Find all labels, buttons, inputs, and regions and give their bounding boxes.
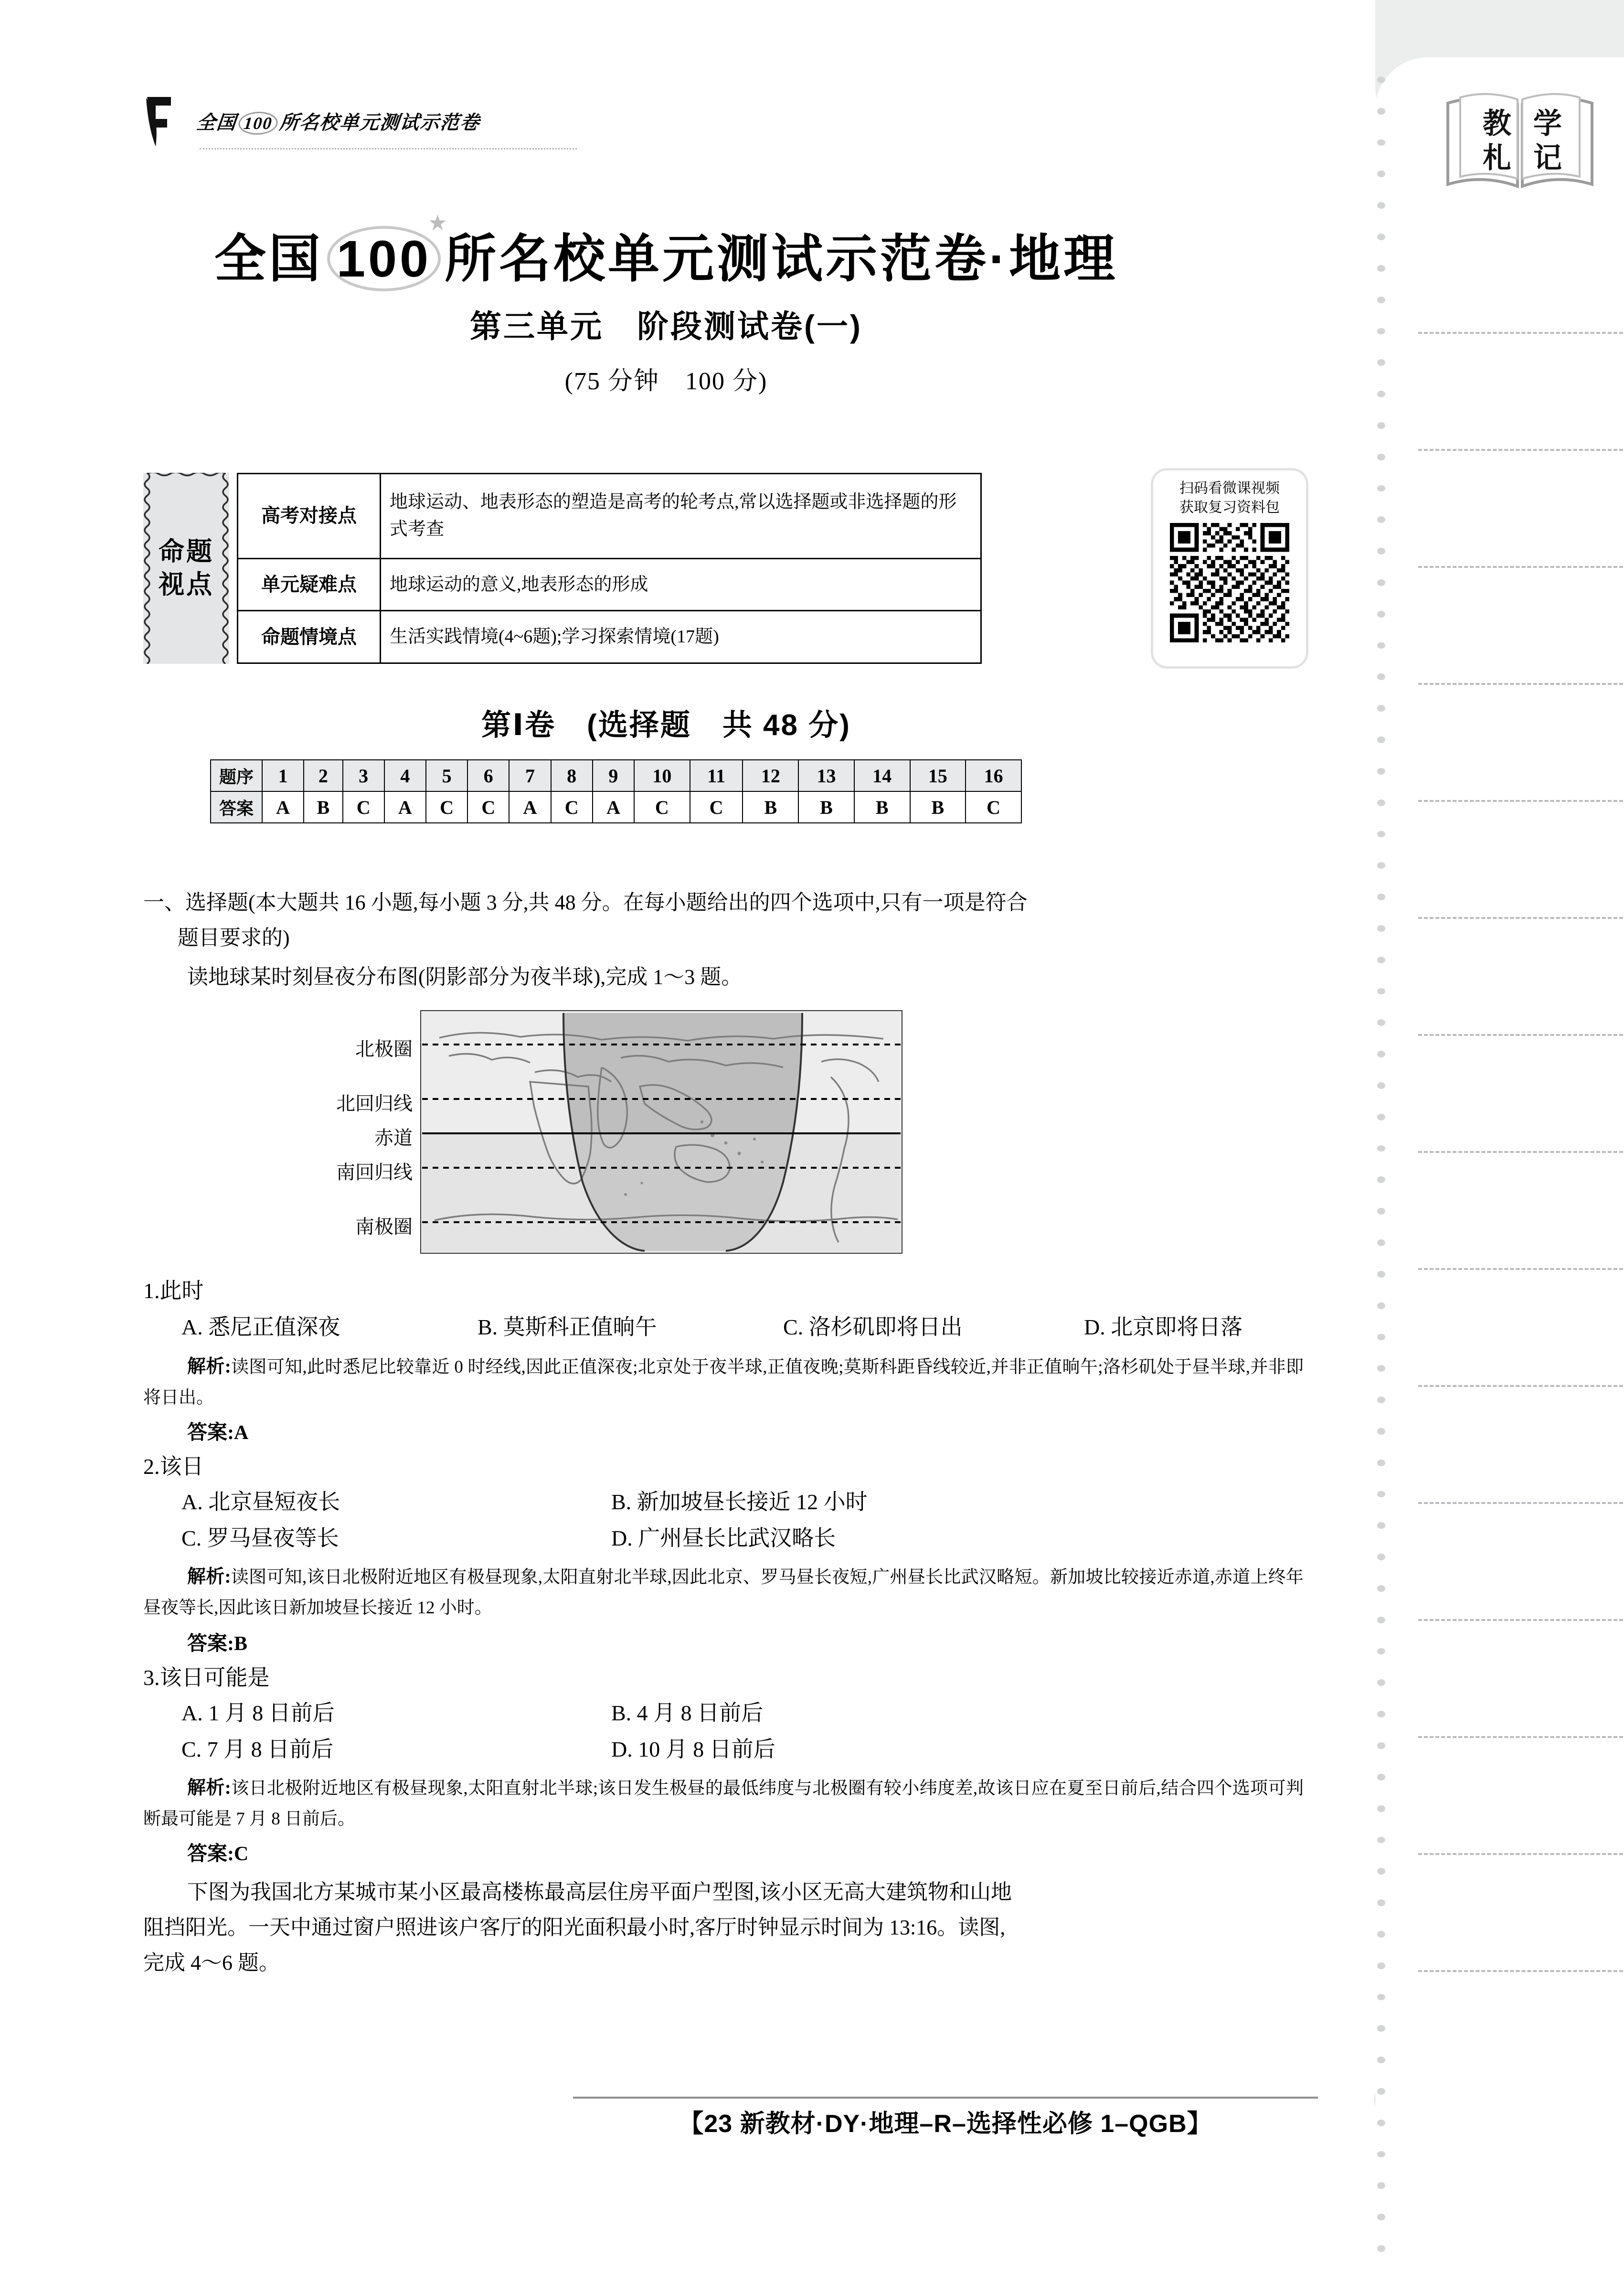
masthead-prefix: 全国 <box>195 112 238 133</box>
masthead <box>143 98 573 150</box>
table-cell: A <box>262 791 304 823</box>
table-cell: 12 <box>743 760 798 791</box>
table-cell: 5 <box>426 760 467 791</box>
figure-label-tropic-of-cancer: 北回归线 <box>336 1093 413 1114</box>
table-cell: A <box>384 791 426 823</box>
qr-caption-line1: 扫码看微课视频 <box>1179 480 1280 496</box>
table-cell: A <box>509 791 551 823</box>
answer-value: B <box>234 1633 248 1655</box>
viewpoint-row-key: 单元疑难点 <box>238 558 381 611</box>
lead-in-text: 读地球某时刻昼夜分布图(阴影部分为夜半球),完成 1～3 题。 <box>187 965 743 989</box>
table-cell: C <box>966 791 1021 823</box>
viewpoint-tab-text <box>159 535 214 601</box>
table-cell: 10 <box>634 760 690 791</box>
star-icon: ★ <box>427 210 451 235</box>
note-rule <box>1418 1853 1624 1855</box>
page-title-suffix: 所名校单元测试示范卷·地理 <box>445 230 1118 288</box>
question-2-text: 该日 <box>159 1454 204 1479</box>
note-rule <box>1418 1268 1624 1270</box>
section-heading-line2: 题目要求的) <box>178 926 290 949</box>
answer-value: C <box>234 1843 249 1865</box>
teaching-notes-sidebar <box>1332 0 1624 2271</box>
table-cell: C <box>634 791 690 823</box>
table-cell: 16 <box>966 760 1021 791</box>
table-row-answers <box>211 791 1021 823</box>
table-cell: 15 <box>910 760 966 791</box>
option-c[interactable]: C. 7 月 8 日前后 <box>181 1737 334 1761</box>
table-row <box>238 558 981 611</box>
option-d[interactable]: D. 10 月 8 日前后 <box>611 1737 775 1761</box>
question-2-options-row1 <box>181 1485 1304 1518</box>
table-cell: C <box>343 791 384 823</box>
table-cell: C <box>467 791 509 823</box>
answer-table-label: 题序 <box>211 760 262 791</box>
option-b[interactable]: B. 4 月 8 日前后 <box>611 1701 764 1725</box>
option-a[interactable]: A. 悉尼正值深夜 <box>181 1315 340 1339</box>
note-rule <box>1418 1619 1624 1621</box>
note-rule <box>1418 683 1624 685</box>
explanation-label: 解析: <box>187 1778 231 1798</box>
masthead-divider <box>200 148 577 149</box>
note-rule <box>1418 1736 1624 1738</box>
question-3-options-row1 <box>181 1696 1304 1729</box>
qr-caption-line2: 获取复习资料包 <box>1179 500 1280 516</box>
table-cell: 6 <box>467 760 509 791</box>
viewpoint-table <box>237 473 982 664</box>
table-cell: C <box>426 791 467 823</box>
question-3-number: 3. <box>143 1665 160 1690</box>
viewpoint-row-key: 高考对接点 <box>238 474 381 559</box>
next-passage-line1: 下图为我国北方某城市某小区最高楼栋最高层住房平面户型图,该小区无高大建筑物和山地 <box>187 1880 1012 1904</box>
question-1-text: 此时 <box>159 1279 204 1303</box>
note-rule <box>1418 449 1624 451</box>
page-title-mark: 100 ★ <box>327 226 441 291</box>
masthead-suffix: 所名校单元测试示范卷 <box>278 112 482 133</box>
table-row <box>238 474 981 559</box>
book-label <box>1441 85 1599 200</box>
question-3-stem <box>143 1661 1304 1694</box>
table-cell: B <box>910 791 966 823</box>
explanation-text: 读图可知,该日北极附近地区有极昼现象,太阳直射北半球,因此北京、罗马昼长夜短,广州昼长比武汉略短。新加坡比较接近赤道,赤道上终年昼夜等长,因此该日新加坡昼长接近 12 小时。 <box>143 1567 1304 1618</box>
answer-value: A <box>234 1422 249 1444</box>
open-book-icon <box>1441 85 1599 200</box>
viewpoint-row-value: 生活实践情境(4~6题);学习探索情境(17题) <box>381 611 981 663</box>
duration-score-line: (75 分钟 100 分) <box>564 368 768 395</box>
viewpoint-row-key: 命题情境点 <box>238 611 381 663</box>
explanation-label: 解析: <box>187 1356 231 1377</box>
option-c[interactable]: C. 罗马昼夜等长 <box>181 1526 339 1550</box>
option-b[interactable]: B. 莫斯科正值晌午 <box>478 1315 657 1339</box>
note-rule <box>1418 800 1624 802</box>
question-2-stem <box>143 1450 1304 1483</box>
option-c[interactable]: C. 洛杉矶即将日出 <box>783 1315 963 1339</box>
table-cell: 13 <box>798 760 854 791</box>
part-one-title: 第Ⅰ卷 (选择题 共 48 分) <box>481 709 851 742</box>
explanation-text: 读图可知,此时悉尼比较靠近 0 时经线,因此正值深夜;北京处于夜半球,正值夜晚;莫斯科距昏线较近,并非正值晌午;洛杉矶处于昼半球,并非即将日出。 <box>143 1357 1304 1408</box>
note-rule <box>1418 1151 1624 1153</box>
sidebar-white-panel <box>1375 57 1624 2271</box>
answer-table-label: 答案 <box>211 791 262 823</box>
question-3-options-row2 <box>181 1733 1304 1766</box>
viewpoint-tab <box>143 473 229 664</box>
table-cell: 2 <box>304 760 342 791</box>
unit-subtitle: 第三单元 阶段测试卷(一) <box>470 309 862 344</box>
option-d[interactable]: D. 广州昼长比武汉略长 <box>611 1526 836 1550</box>
qr-card[interactable] <box>1151 468 1308 669</box>
question-1-number: 1. <box>143 1279 160 1303</box>
page-title-prefix: 全国 <box>214 230 323 288</box>
answer-key-table <box>210 759 1022 823</box>
table-cell: 4 <box>384 760 426 791</box>
viewpoint-tab-line2: 视点 <box>159 570 214 599</box>
explanation-label: 解析: <box>187 1567 231 1587</box>
figure-label-tropic-of-capricorn: 南回归线 <box>336 1162 413 1183</box>
note-rule <box>1418 1034 1624 1036</box>
answer-label: 答案: <box>187 1633 234 1655</box>
question-3-explanation <box>143 1772 1304 1834</box>
masthead-text <box>195 107 482 135</box>
table-cell: B <box>798 791 854 823</box>
question-3-text: 该日可能是 <box>159 1665 270 1690</box>
footer-edition-code: 【23 新教材·DY·地理–R–选择性必修 1–QGB】 <box>679 2110 1212 2138</box>
qr-caption <box>1179 479 1280 517</box>
next-passage-line3: 完成 4～6 题。 <box>143 1951 280 1974</box>
question-1-options <box>181 1310 1304 1341</box>
perforation-dots <box>1377 76 1388 2252</box>
table-cell: 14 <box>854 760 910 791</box>
table-cell: 1 <box>262 760 304 791</box>
table-cell: B <box>854 791 910 823</box>
note-label-col2: 学记 <box>1529 108 1561 177</box>
table-cell: B <box>304 791 342 823</box>
section-heading-line1: 一、选择题(本大题共 16 小题,每小题 3 分,共 48 分。在每小题给出的四个选项中,只有一项是符合 <box>143 891 1028 914</box>
page-title <box>0 210 1332 291</box>
question-2-number: 2. <box>143 1454 160 1479</box>
masthead-mark: 100 <box>237 112 279 135</box>
table-cell: 3 <box>343 760 384 791</box>
table-cell: 8 <box>551 760 593 791</box>
note-rule <box>1418 1502 1624 1504</box>
note-label-col1: 教札 <box>1479 108 1510 177</box>
note-rule <box>1418 1970 1624 1972</box>
table-cell: 9 <box>593 760 634 791</box>
viewpoint-row-value: 地球运动、地表形态的塑造是高考的轮考点,常以选择题或非选择题的形式考查 <box>381 474 981 559</box>
viewpoint-tab-line1: 命题 <box>159 537 214 566</box>
qr-code-icon[interactable] <box>1170 523 1289 642</box>
question-2-options-row2 <box>181 1522 1304 1555</box>
table-cell: 11 <box>690 760 743 791</box>
figure-label-equator: 赤道 <box>374 1127 413 1149</box>
brand-flag-icon <box>143 93 201 150</box>
table-cell: C <box>690 791 743 823</box>
viewpoint-block <box>143 473 1127 664</box>
next-passage-line2: 阻挡阳光。一天中通过窗户照进该户客厅的阳光面积最小时,客厅时钟显示时间为 13:16。读图, <box>143 1916 1006 1939</box>
note-rule <box>1418 917 1624 919</box>
day-night-map-figure <box>336 1010 902 1254</box>
answer-label: 答案: <box>187 1422 234 1444</box>
note-rule <box>1418 332 1624 334</box>
question-1-answer <box>187 1417 248 1445</box>
question-1-stem <box>143 1274 1304 1307</box>
table-row-numbers <box>211 760 1021 791</box>
table-cell: 7 <box>509 760 551 791</box>
explanation-text: 该日北极附近地区有极昼现象,太阳直射北半球;该日发生极昼的最低纬度与北极圈有较小纬度差,故该日应在夏至日前后,结合四个选项可判断最可能是 7 月 8 日前后。 <box>143 1779 1304 1829</box>
answer-label: 答案: <box>187 1843 234 1865</box>
table-row <box>238 611 981 663</box>
question-3-answer <box>187 1838 248 1866</box>
option-a[interactable]: A. 1 月 8 日前后 <box>181 1701 335 1725</box>
note-rule <box>1418 566 1624 568</box>
table-cell: B <box>743 791 798 823</box>
viewpoint-row-value: 地球运动的意义,地表形态的形成 <box>381 558 981 611</box>
question-2-answer <box>187 1628 247 1656</box>
question-2-explanation <box>143 1561 1304 1623</box>
footer-divider <box>573 2097 1318 2099</box>
note-rule <box>1418 1385 1624 1387</box>
figure-label-arctic-circle: 北极圈 <box>355 1038 413 1060</box>
world-daynight-map <box>420 1010 902 1254</box>
table-cell: A <box>593 791 634 823</box>
table-cell: C <box>551 791 593 823</box>
question-1-explanation <box>143 1351 1304 1413</box>
figure-label-antarctic-circle: 南极圈 <box>355 1216 413 1237</box>
option-a[interactable]: A. 北京昼短夜长 <box>181 1490 340 1514</box>
option-d[interactable]: D. 北京即将日落 <box>1084 1315 1243 1339</box>
option-b[interactable]: B. 新加坡昼长接近 12 小时 <box>611 1490 868 1514</box>
